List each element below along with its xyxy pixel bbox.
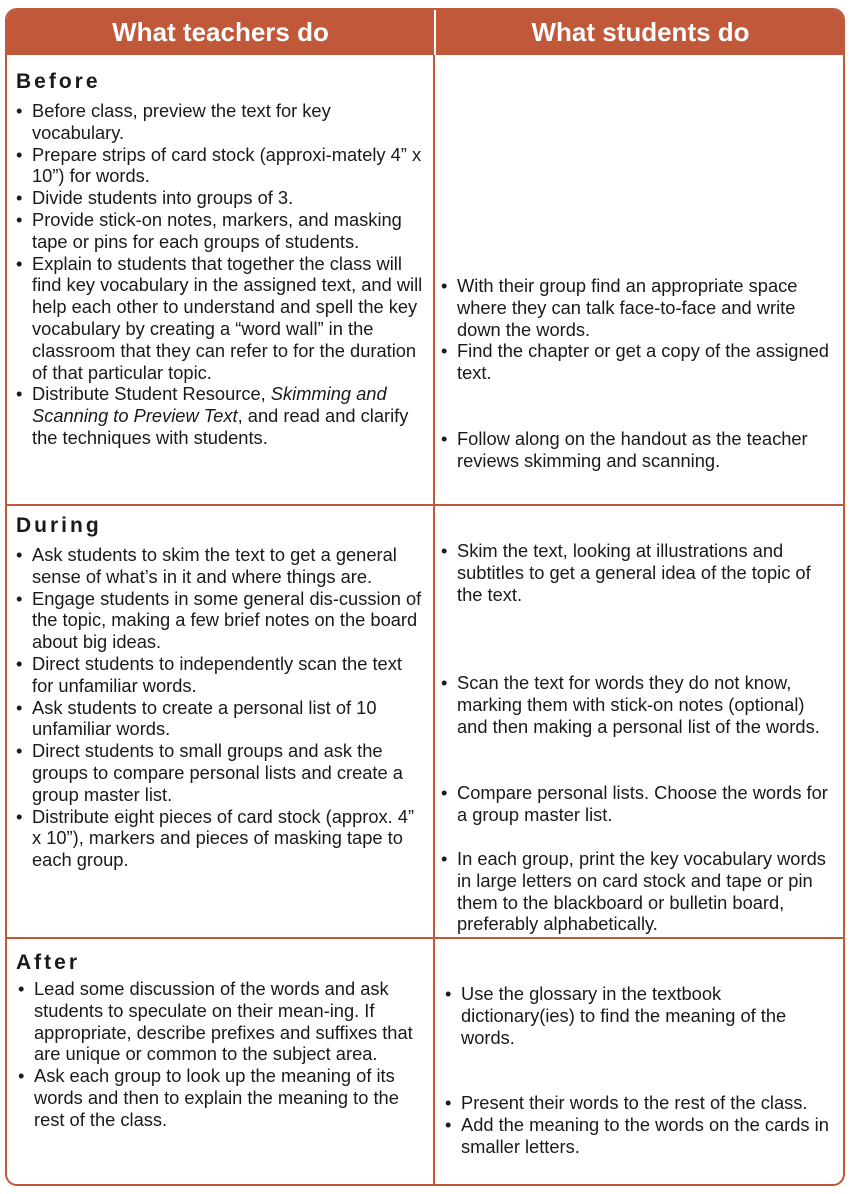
list-item: • Divide students into groups of 3. (14, 187, 424, 209)
item-text: , and read and clarify the techniques with students. (32, 405, 409, 448)
list-item: • Scan the text for words they do not know, marking them with stick-on notes (optional) and then making a personal list of the words. (439, 672, 839, 737)
list-item: • Direct students to independently scan the text for unfamiliar words. (14, 653, 424, 697)
before-students-list-a (439, 275, 839, 384)
after-teachers-list (16, 978, 426, 1131)
row-divider-before-during (7, 504, 843, 506)
during-students-list-d (439, 848, 839, 935)
list-item: • Ask students to create a personal list of 10 unfamiliar words. (14, 697, 424, 741)
list-item: • Prepare strips of card stock (approxi-mately 4” x 10”) for words. (14, 144, 424, 188)
list-item: • Before class, preview the text for key vocabulary. (14, 100, 424, 144)
list-item: • Engage students in some general dis-cussion of the topic, making a few brief notes on the board about big ideas. (14, 588, 424, 653)
list-item: • Ask students to skim the text to get a general sense of what’s in it and where things are. (14, 544, 424, 588)
row-divider-during-after (7, 937, 843, 939)
header-students: What students do (531, 17, 750, 47)
during-students-list-a (439, 540, 839, 605)
list-item: • Distribute eight pieces of card stock (approx. 4” x 10”), markers and pieces of masking tape to each group. (14, 806, 424, 871)
resource-title: Skimming and Scanning to Preview Text (32, 383, 387, 427)
table-header (7, 10, 843, 55)
list-item: • Lead some discussion of the words and ask students to speculate on their mean-ing. If appropriate, describe prefixes and suffixes that are unique or common to the subject area. (16, 978, 426, 1065)
header-teachers: What teachers do (112, 17, 329, 47)
list-item: • Skim the text, looking at illustrations and subtitles to get a general idea of the topic of the text. (439, 540, 839, 605)
list-item: • In each group, print the key vocabulary words in large letters on card stock and tape or pin them to the blackboard or bulletin board, preferably alphabetically. (439, 848, 839, 935)
list-item: • Follow along on the handout as the teacher reviews skimming and scanning. (439, 428, 839, 472)
section-title-after: After (16, 951, 81, 974)
after-students-list-a (443, 983, 839, 1048)
list-item: • Compare personal lists. Choose the words for a group master list. (439, 782, 839, 826)
list-item: • Add the meaning to the words on the cards in smaller letters. (443, 1114, 839, 1158)
list-item (14, 383, 424, 448)
after-students-list-b (443, 1092, 839, 1157)
item-text: Distribute Student Resource, (32, 383, 271, 405)
list-item: • Direct students to small groups and ask the groups to compare personal lists and create a group master list. (14, 740, 424, 805)
list-item: • Provide stick-on notes, markers, and masking tape or pins for each groups of students. (14, 209, 424, 253)
list-item: • Present their words to the rest of the class. (443, 1092, 839, 1114)
column-divider (433, 55, 435, 1184)
list-item: • Use the glossary in the textbook dictionary(ies) to find the meaning of the words. (443, 983, 839, 1048)
before-students-list-b (439, 428, 839, 472)
section-title-during: During (16, 514, 102, 537)
during-teachers-list (14, 544, 424, 871)
list-item: • Ask each group to look up the meaning of its words and then to explain the meaning to the rest of the class. (16, 1065, 426, 1130)
during-students-list-c (439, 782, 839, 826)
list-item: • Explain to students that together the class will find key vocabulary in the assigned text, and will help each other to understand and spell the key vocabulary by creating a “word wall” in the classroom that they can refer to for the duration of that particular topic. (14, 253, 424, 384)
before-teachers-list (14, 100, 424, 449)
lesson-table (5, 8, 845, 1186)
list-item: • Find the chapter or get a copy of the assigned text. (439, 340, 839, 384)
during-students-list-b (439, 672, 839, 737)
list-item: • With their group find an appropriate space where they can talk face-to-face and write down the words. (439, 275, 839, 340)
section-title-before: Before (16, 70, 101, 93)
